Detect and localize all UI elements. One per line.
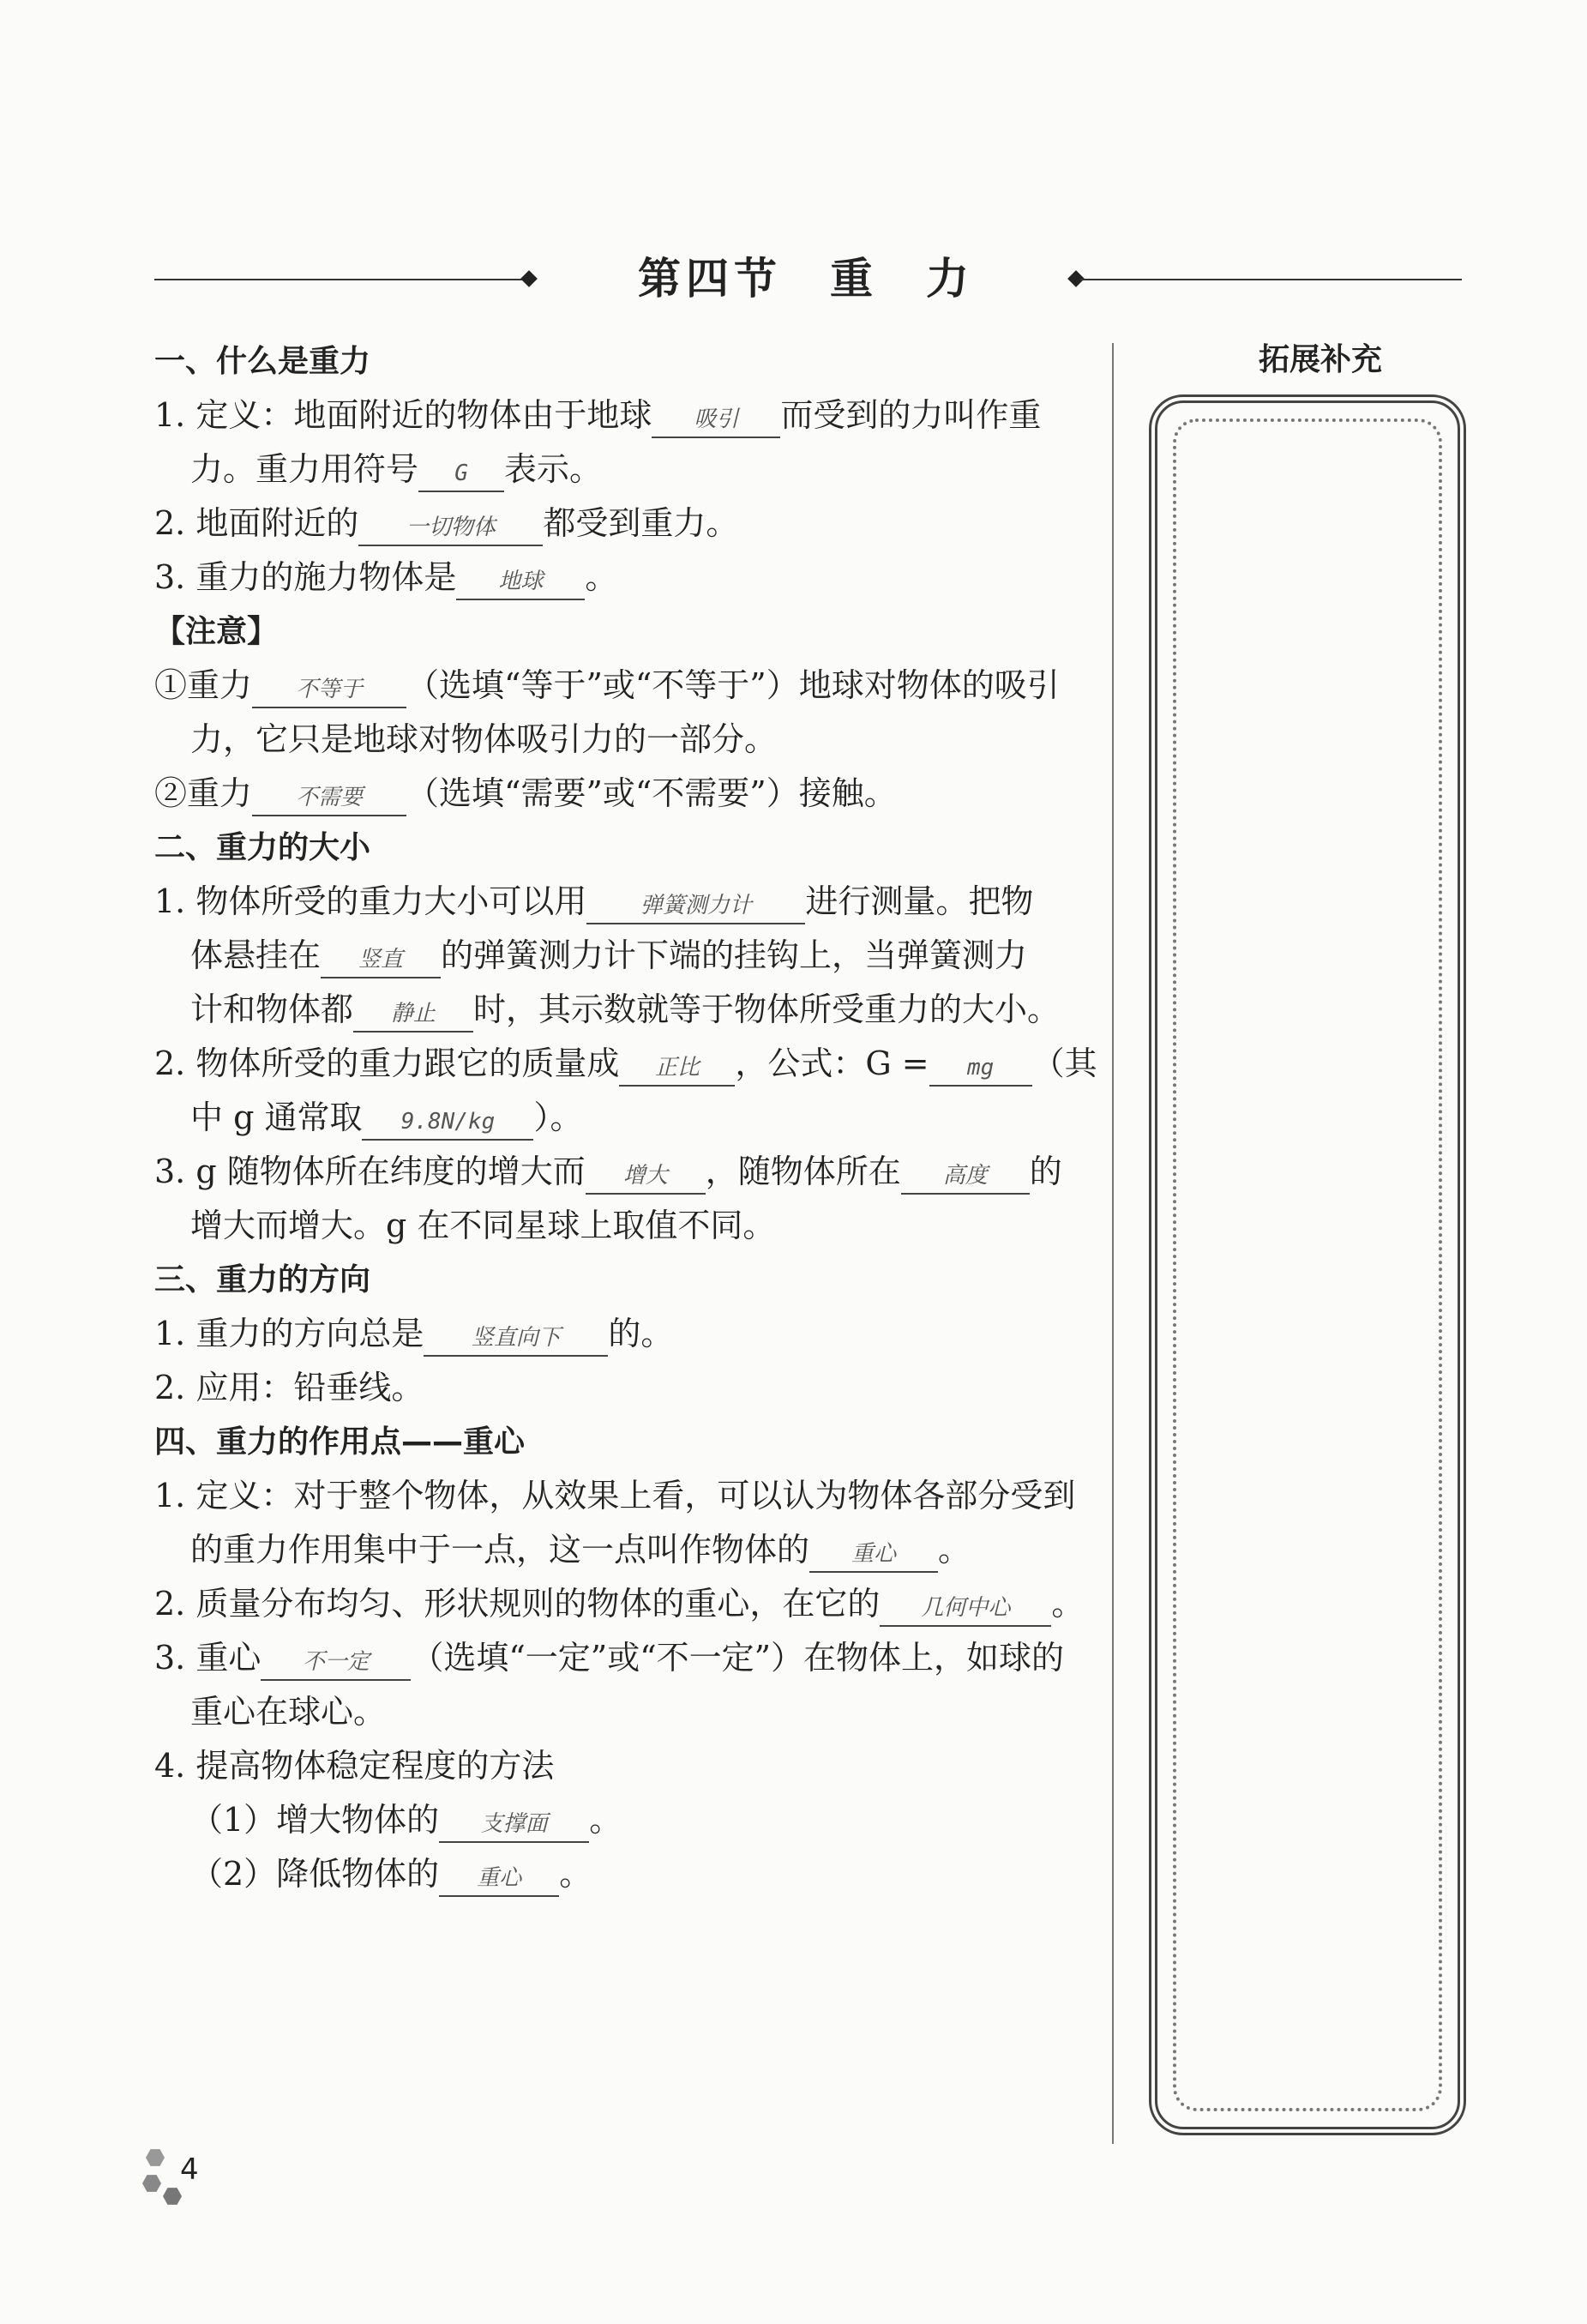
list-item: 2. 应用：铅垂线。	[154, 1369, 424, 1406]
list-item-continued: 体悬挂在 竖直 的弹簧测力计下端的挂钩上，当弹簧测力	[154, 929, 1080, 983]
main-content	[154, 334, 1097, 1901]
answer-blank: 支撑面	[439, 1807, 589, 1843]
sub-item: （1）增大物体的 支撑面 。	[154, 1793, 1080, 1847]
answer-blank: G	[418, 456, 504, 492]
note-heading: 【注意】	[154, 614, 279, 649]
hexagon-icon	[142, 2174, 161, 2193]
notes-frame-inner	[1173, 418, 1442, 2111]
answer-blank: 静止	[353, 996, 473, 1033]
list-item: 2. 地面附近的 一切物体 都受到重力。	[154, 497, 1080, 551]
list-item: 1. 重力的方向总是 竖直向下 的。	[154, 1307, 1080, 1361]
answer-blank: 竖直	[321, 942, 441, 978]
answer-blank: 不一定	[261, 1645, 411, 1681]
list-item: 4. 提高物体稳定程度的方法	[154, 1747, 555, 1785]
answer-blank: 地球	[456, 564, 585, 600]
answer-blank: 弹簧测力计	[586, 888, 805, 924]
list-item: 3. 重心 不一定 （选填“一定”或“不一定”）在物体上，如球的	[154, 1631, 1080, 1685]
list-item-continued: 的重力作用集中于一点，这一点叫作物体的 重心 。	[154, 1523, 1080, 1577]
list-item: 3. 重力的施力物体是 地球 。	[154, 551, 1080, 605]
list-item: 2. 物体所受的重力跟它的质量成 正比 ，公式：G = mg （其	[154, 1037, 1080, 1091]
list-item: 3. g 随物体所在纬度的增大而 增大 ，随物体所在 高度 的	[154, 1145, 1080, 1199]
answer-blank: 不等于	[252, 672, 406, 708]
note-item-continued: 力，它只是地球对物体吸引力的一部分。	[190, 720, 778, 758]
title-rule-left	[154, 279, 523, 280]
note-item: ①重力 不等于 （选填“等于”或“不等于”）地球对物体的吸引	[154, 659, 1080, 713]
answer-blank: 正比	[619, 1051, 735, 1087]
list-item: 1. 物体所受的重力大小可以用 弹簧测力计 进行测量。把物	[154, 875, 1080, 929]
answer-blank: 增大	[586, 1159, 706, 1195]
answer-blank: 竖直向下	[424, 1321, 608, 1357]
list-item: 1. 定义：地面附近的物体由于地球 吸引 而受到的力叫作重	[154, 388, 1080, 443]
list-item: 2. 质量分布均匀、形状规则的物体的重心，在它的 几何中心 。	[154, 1577, 1080, 1631]
notes-frame	[1149, 394, 1466, 2135]
aside-title: 拓展补充	[1258, 342, 1382, 377]
page-title: 第四节 重 力	[638, 253, 974, 304]
title-rule-right	[1080, 279, 1462, 280]
title-row	[154, 249, 1462, 309]
column-divider	[1112, 343, 1114, 2144]
section-heading: 四、重力的作用点——重心	[154, 1424, 526, 1460]
answer-blank: 重心	[809, 1537, 938, 1573]
answer-blank: 不需要	[252, 780, 406, 816]
answer-blank: mg	[929, 1051, 1032, 1087]
sub-item: （2）降低物体的 重心 。	[154, 1847, 1080, 1901]
section-heading: 二、重力的大小	[154, 830, 371, 865]
section-heading: 一、什么是重力	[154, 344, 371, 379]
list-item-continued: 中 g 通常取 9.8N/kg ）。	[154, 1091, 1080, 1145]
hexagon-icon	[146, 2148, 165, 2167]
page-number: 4	[180, 2152, 199, 2187]
page-number-badge	[146, 2148, 214, 2225]
list-item-continued: 增大而增大。g 在不同星球上取值不同。	[190, 1207, 776, 1244]
diamond-icon	[520, 270, 538, 287]
answer-blank: 几何中心	[880, 1591, 1051, 1627]
answer-blank: 吸引	[652, 402, 780, 438]
answer-blank: 9.8N/kg	[362, 1105, 533, 1141]
note-item: ②重力 不需要 （选填“需要”或“不需要”）接触。	[154, 767, 1080, 821]
section-heading: 三、重力的方向	[154, 1262, 371, 1297]
hexagon-icon	[163, 2187, 182, 2206]
answer-blank: 一切物体	[358, 510, 543, 546]
answer-blank: 高度	[901, 1159, 1030, 1195]
answer-blank: 重心	[439, 1861, 559, 1897]
list-item-continued: 力。重力用符号 G 表示。	[154, 443, 1080, 497]
list-item-continued: 计和物体都 静止 时，其示数就等于物体所受重力的大小。	[154, 983, 1080, 1037]
list-item-continued: 重心在球心。	[190, 1693, 387, 1731]
list-item: 1. 定义：对于整个物体，从效果上看，可以认为物体各部分受到	[154, 1477, 1076, 1514]
